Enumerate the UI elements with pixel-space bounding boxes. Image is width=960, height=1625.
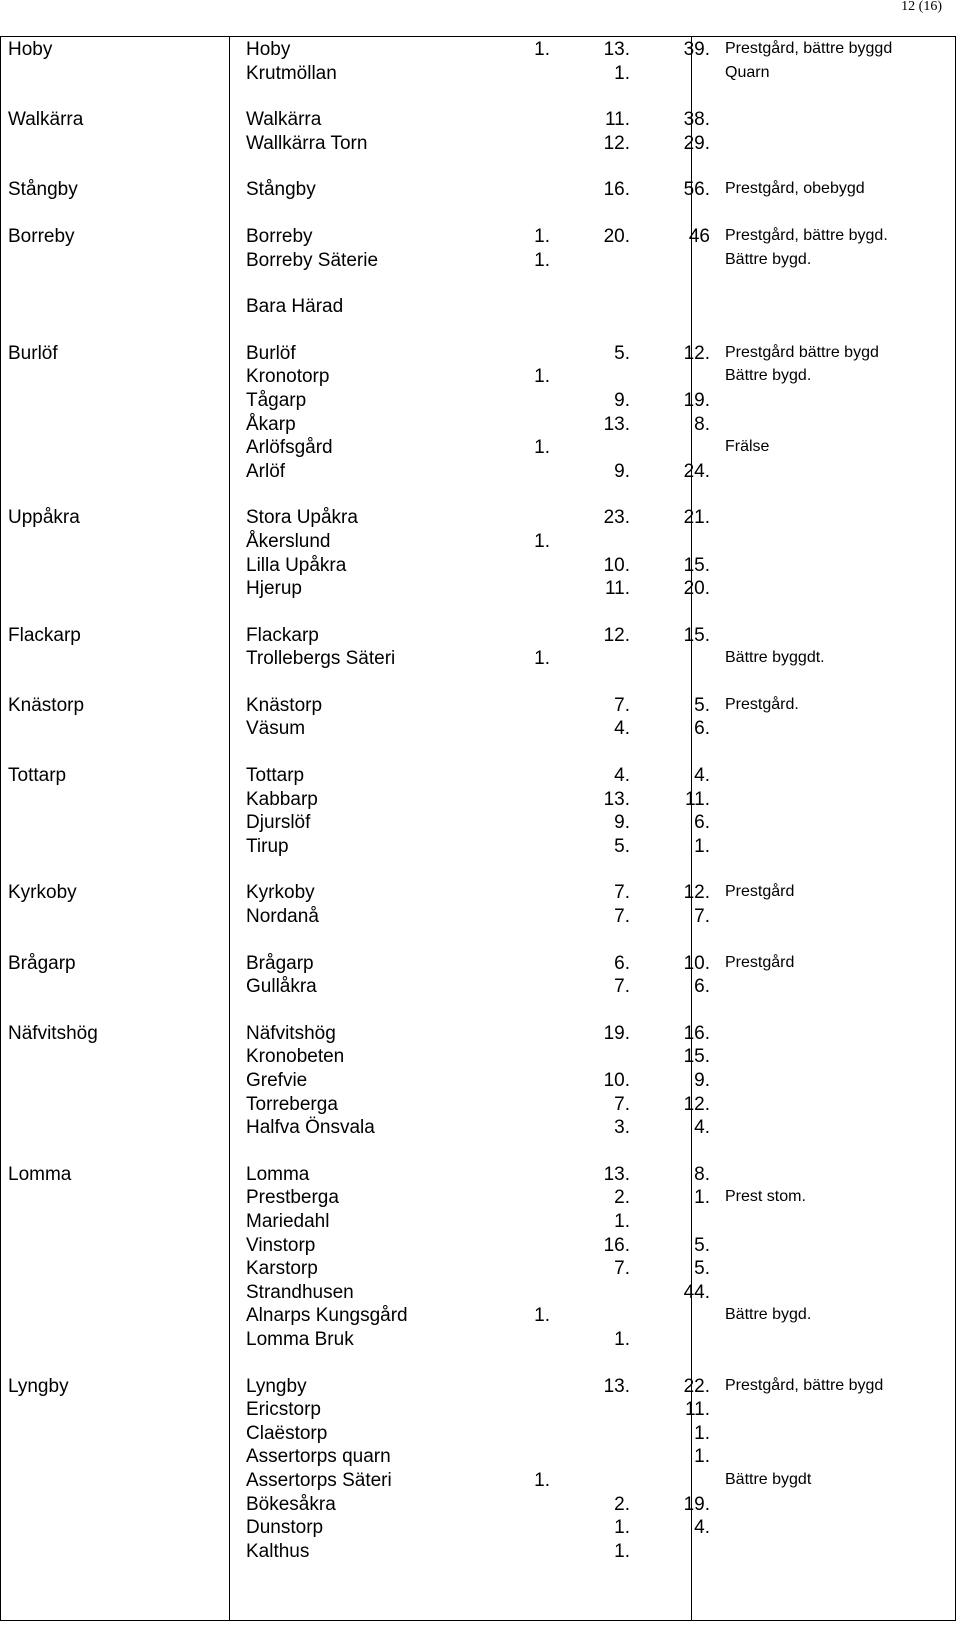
count-col-3: 38.	[683, 109, 710, 131]
table-row	[0, 1540, 956, 1564]
place-name: Arlöf	[246, 460, 286, 482]
parish-name: Lomma	[8, 1163, 72, 1185]
place-name: Flackarp	[246, 624, 319, 646]
count-col-1: 1.	[534, 648, 550, 670]
remark: Frälse	[725, 438, 770, 456]
count-col-2: 9.	[614, 389, 630, 411]
count-col-2: 10.	[603, 1070, 630, 1091]
remark: Prestgård, bättre bygd	[725, 1376, 884, 1394]
table-row	[0, 132, 956, 156]
place-name: Tågarp	[246, 389, 307, 411]
count-col-2: 16.	[603, 1234, 630, 1256]
remark: Prestgård.	[725, 695, 799, 713]
table-row	[0, 460, 956, 484]
table-row	[0, 811, 956, 835]
count-col-2: 7.	[614, 1258, 630, 1280]
place-name: Karstorp	[246, 1258, 318, 1280]
count-col-3: 12.	[683, 882, 710, 904]
count-col-2: 2.	[614, 1493, 630, 1515]
count-col-3: 15.	[683, 554, 710, 576]
count-col-3: 22.	[683, 1375, 710, 1397]
count-col-2: 6.	[614, 952, 630, 974]
place-name: Trollebergs Säteri	[246, 648, 396, 670]
count-col-3: 46	[688, 225, 710, 247]
table-row	[0, 62, 956, 86]
parish-name: Hoby	[8, 39, 53, 60]
place-name: Knästorp	[246, 694, 323, 716]
place-name: Borreby Säterie	[246, 249, 379, 271]
parish-name: Burlöf	[8, 342, 58, 364]
district-heading: Bara Härad	[246, 296, 344, 318]
table-row	[0, 178, 956, 202]
parish-group	[0, 342, 956, 484]
place-name: Alnarps Kungsgård	[246, 1305, 408, 1327]
parish-group	[0, 178, 956, 202]
place-name: Kronotorp	[246, 366, 330, 388]
place-name: Burlöf	[246, 342, 296, 364]
place-name: Krutmöllan	[246, 62, 337, 84]
table-row	[0, 225, 956, 249]
place-name: Prestberga	[246, 1187, 339, 1209]
parish-group	[0, 881, 956, 928]
table-row	[0, 1398, 956, 1422]
place-name: Mariedahl	[246, 1210, 330, 1232]
remark: Prest stom.	[725, 1188, 806, 1206]
table-row	[0, 1069, 956, 1093]
count-col-2: 13.	[603, 39, 630, 60]
count-col-2: 4.	[614, 765, 630, 787]
remark: Prestgård, bättre byggd	[725, 40, 893, 57]
place-name: Vinstorp	[246, 1234, 316, 1256]
table-row	[0, 1516, 956, 1540]
remark: Bättre byggdt.	[725, 649, 825, 667]
table-row	[0, 577, 956, 601]
parish-name: Knästorp	[8, 694, 85, 716]
remark: Prestgård, bättre bygd.	[725, 226, 888, 244]
count-col-2: 4.	[614, 718, 630, 740]
place-name: Brågarp	[246, 952, 314, 974]
count-col-3: 1.	[694, 835, 710, 857]
parish-name: Brågarp	[8, 952, 76, 974]
count-col-1: 1.	[534, 249, 550, 271]
place-name: Kabbarp	[246, 788, 318, 810]
count-col-3: 19.	[683, 389, 710, 411]
count-col-2: 1.	[614, 1540, 630, 1562]
count-col-2: 11.	[604, 578, 630, 600]
place-name: Hoby	[246, 39, 291, 60]
count-col-3: 29.	[683, 132, 710, 154]
page-number: 12 (16)	[901, 0, 942, 14]
parish-group	[0, 38, 956, 85]
count-col-3: 10.	[683, 952, 710, 974]
place-name: Lilla Upåkra	[246, 554, 347, 576]
count-col-3: 1.	[694, 1446, 710, 1468]
place-name: Hjerup	[246, 578, 302, 600]
count-col-3: 12.	[683, 342, 710, 364]
remark: Prestgård, obebygd	[725, 180, 865, 198]
count-col-3: 4.	[694, 1517, 710, 1539]
count-col-1: 1.	[534, 225, 550, 247]
table-row	[0, 624, 956, 648]
table-row	[0, 295, 956, 319]
parish-name: Borreby	[8, 225, 75, 247]
parish-group	[0, 1022, 956, 1140]
count-col-3: 1.	[694, 1422, 710, 1444]
table-row	[0, 1375, 956, 1399]
place-name: Gullåkra	[246, 976, 317, 998]
count-col-3: 12.	[683, 1093, 710, 1115]
count-col-3: 15.	[683, 1046, 710, 1068]
table-row	[0, 1045, 956, 1069]
place-name: Bökesåkra	[246, 1493, 336, 1515]
count-col-2: 9.	[614, 812, 630, 834]
parish-group	[0, 764, 956, 858]
count-col-3: 11.	[684, 788, 710, 810]
remark: Bättre bygd.	[725, 1306, 812, 1324]
count-col-2: 11.	[604, 109, 630, 131]
table-row	[0, 1281, 956, 1305]
remark: Bättre bygd.	[725, 250, 812, 268]
count-col-2: 13.	[603, 1375, 630, 1397]
place-name: Stångby	[246, 179, 316, 201]
count-col-3: 5.	[694, 694, 710, 716]
count-col-2: 2.	[614, 1187, 630, 1209]
table-row	[0, 1163, 956, 1187]
count-col-3: 6.	[694, 812, 710, 834]
place-name: Tottarp	[246, 765, 305, 787]
count-col-3: 20.	[683, 578, 710, 600]
place-name: Åkerslund	[246, 530, 331, 552]
table-row	[0, 1328, 956, 1352]
count-col-3: 56.	[683, 179, 710, 201]
table-row	[0, 1257, 956, 1281]
count-col-3: 5.	[694, 1258, 710, 1280]
remark: Prestgård	[725, 883, 795, 901]
count-col-1: 1.	[534, 39, 550, 60]
count-col-3: 44.	[683, 1281, 710, 1303]
count-col-2: 13.	[603, 1163, 630, 1185]
count-col-3: 6.	[694, 976, 710, 998]
count-col-2: 5.	[614, 342, 630, 364]
count-col-2: 1.	[614, 62, 630, 84]
place-name: Borreby	[246, 225, 313, 247]
place-name: Dunstorp	[246, 1517, 324, 1539]
remark: Bättre bygd.	[725, 367, 812, 385]
table-row	[0, 1234, 956, 1258]
table-row	[0, 835, 956, 859]
place-name: Lyngby	[246, 1375, 307, 1397]
parish-group	[0, 1375, 956, 1564]
count-col-2: 1.	[614, 1210, 630, 1232]
remark: Prestgård	[725, 953, 795, 971]
count-col-2: 23.	[603, 507, 630, 529]
place-name: Kyrkoby	[246, 882, 315, 904]
table-row	[0, 694, 956, 718]
count-col-3: 4.	[694, 765, 710, 787]
count-col-3: 7.	[694, 906, 710, 928]
parish-table	[0, 38, 956, 1586]
table-row	[0, 389, 956, 413]
table-row	[0, 436, 956, 460]
count-col-2: 5.	[614, 835, 630, 857]
count-col-3: 9.	[694, 1070, 710, 1091]
count-col-3: 16.	[683, 1022, 710, 1044]
count-col-2: 10.	[603, 554, 630, 576]
remark: Prestgård bättre bygd	[725, 343, 879, 361]
parish-name: Tottarp	[8, 765, 67, 787]
count-col-3: 21.	[683, 507, 710, 529]
parish-group	[0, 952, 956, 999]
place-name: Väsum	[246, 718, 306, 740]
place-name: Halfva Önsvala	[246, 1117, 375, 1139]
place-name: Grefvie	[246, 1070, 308, 1091]
count-col-3: 15.	[683, 624, 710, 646]
place-name: Strandhusen	[246, 1281, 354, 1303]
place-name: Ericstorp	[246, 1399, 321, 1421]
count-col-1: 1.	[534, 366, 550, 388]
count-col-2: 20.	[603, 225, 630, 247]
table-row	[0, 905, 956, 929]
count-col-3: 19.	[683, 1493, 710, 1515]
table-row	[0, 952, 956, 976]
parish-name: Lyngby	[8, 1375, 69, 1397]
place-name: Djurslöf	[246, 812, 311, 834]
table-row	[0, 1186, 956, 1210]
count-col-3: 1.	[694, 1187, 710, 1209]
table-row	[0, 975, 956, 999]
table-row	[0, 38, 956, 62]
count-col-2: 3.	[614, 1117, 630, 1139]
count-col-3: 6.	[694, 718, 710, 740]
count-col-3: 5.	[694, 1234, 710, 1256]
table-row	[0, 717, 956, 741]
table-row	[0, 1304, 956, 1328]
count-col-2: 12.	[603, 624, 630, 646]
place-name: Stora Upåkra	[246, 507, 358, 529]
parish-group	[0, 624, 956, 671]
count-col-2: 19.	[603, 1022, 630, 1044]
table-row	[0, 530, 956, 554]
count-col-2: 7.	[614, 1093, 630, 1115]
count-col-2: 16.	[603, 179, 630, 201]
place-name: Assertorps Säteri	[246, 1469, 392, 1491]
table-row	[0, 249, 956, 273]
place-name: Claëstorp	[246, 1422, 328, 1444]
place-name: Lomma	[246, 1163, 310, 1185]
count-col-2: 9.	[614, 460, 630, 482]
count-col-2: 7.	[614, 976, 630, 998]
remark: Quarn	[725, 63, 770, 81]
place-name: Torreberga	[246, 1093, 338, 1115]
parish-name: Uppåkra	[8, 507, 80, 529]
parish-group	[0, 694, 956, 741]
parish-name: Stångby	[8, 179, 78, 201]
count-col-2: 7.	[614, 694, 630, 716]
table-row	[0, 1116, 956, 1140]
remark: Bättre bygdt	[725, 1470, 812, 1488]
count-col-3: 11.	[684, 1399, 710, 1421]
place-name: Wallkärra Torn	[246, 132, 368, 154]
count-col-2: 12.	[603, 132, 630, 154]
place-name: Näfvitshög	[246, 1022, 336, 1044]
place-name: Assertorps quarn	[246, 1446, 391, 1468]
count-col-1: 1.	[534, 437, 550, 459]
count-col-2: 1.	[614, 1328, 630, 1350]
parish-group	[0, 108, 956, 155]
table-row	[0, 1022, 956, 1046]
count-col-3: 4.	[694, 1117, 710, 1139]
parish-group	[0, 1163, 956, 1352]
section-heading-group	[0, 295, 956, 319]
parish-name: Kyrkoby	[8, 882, 77, 904]
place-name: Tirup	[246, 835, 289, 857]
count-col-3: 39.	[683, 39, 710, 60]
place-name: Walkärra	[246, 109, 322, 131]
count-col-2: 7.	[614, 906, 630, 928]
count-col-2: 13.	[603, 788, 630, 810]
count-col-3: 8.	[694, 413, 710, 435]
place-name: Åkarp	[246, 413, 296, 435]
count-col-3: 8.	[694, 1163, 710, 1185]
place-name: Kronobeten	[246, 1046, 345, 1068]
table-row	[0, 764, 956, 788]
parish-name: Näfvitshög	[8, 1022, 98, 1044]
parish-name: Walkärra	[8, 109, 84, 131]
place-name: Kalthus	[246, 1540, 310, 1562]
table-row	[0, 554, 956, 578]
parish-group	[0, 506, 956, 600]
table-row	[0, 1093, 956, 1117]
count-col-1: 1.	[534, 1469, 550, 1491]
count-col-1: 1.	[534, 1305, 550, 1327]
place-name: Arlöfsgård	[246, 437, 333, 459]
table-row	[0, 881, 956, 905]
count-col-2: 13.	[603, 413, 630, 435]
count-col-2: 7.	[614, 882, 630, 904]
table-row	[0, 788, 956, 812]
parish-name: Flackarp	[8, 624, 81, 646]
table-row	[0, 1469, 956, 1493]
table-row	[0, 506, 956, 530]
table-row	[0, 647, 956, 671]
table-row	[0, 413, 956, 437]
table-row	[0, 342, 956, 366]
table-row	[0, 108, 956, 132]
place-name: Lomma Bruk	[246, 1328, 354, 1350]
count-col-2: 1.	[614, 1517, 630, 1539]
place-name: Nordanå	[246, 906, 319, 928]
table-row	[0, 1210, 956, 1234]
count-col-1: 1.	[534, 530, 550, 552]
parish-group	[0, 225, 956, 272]
table-row	[0, 1445, 956, 1469]
table-row	[0, 365, 956, 389]
table-row	[0, 1422, 956, 1446]
count-col-3: 24.	[683, 460, 710, 482]
table-row	[0, 1493, 956, 1517]
